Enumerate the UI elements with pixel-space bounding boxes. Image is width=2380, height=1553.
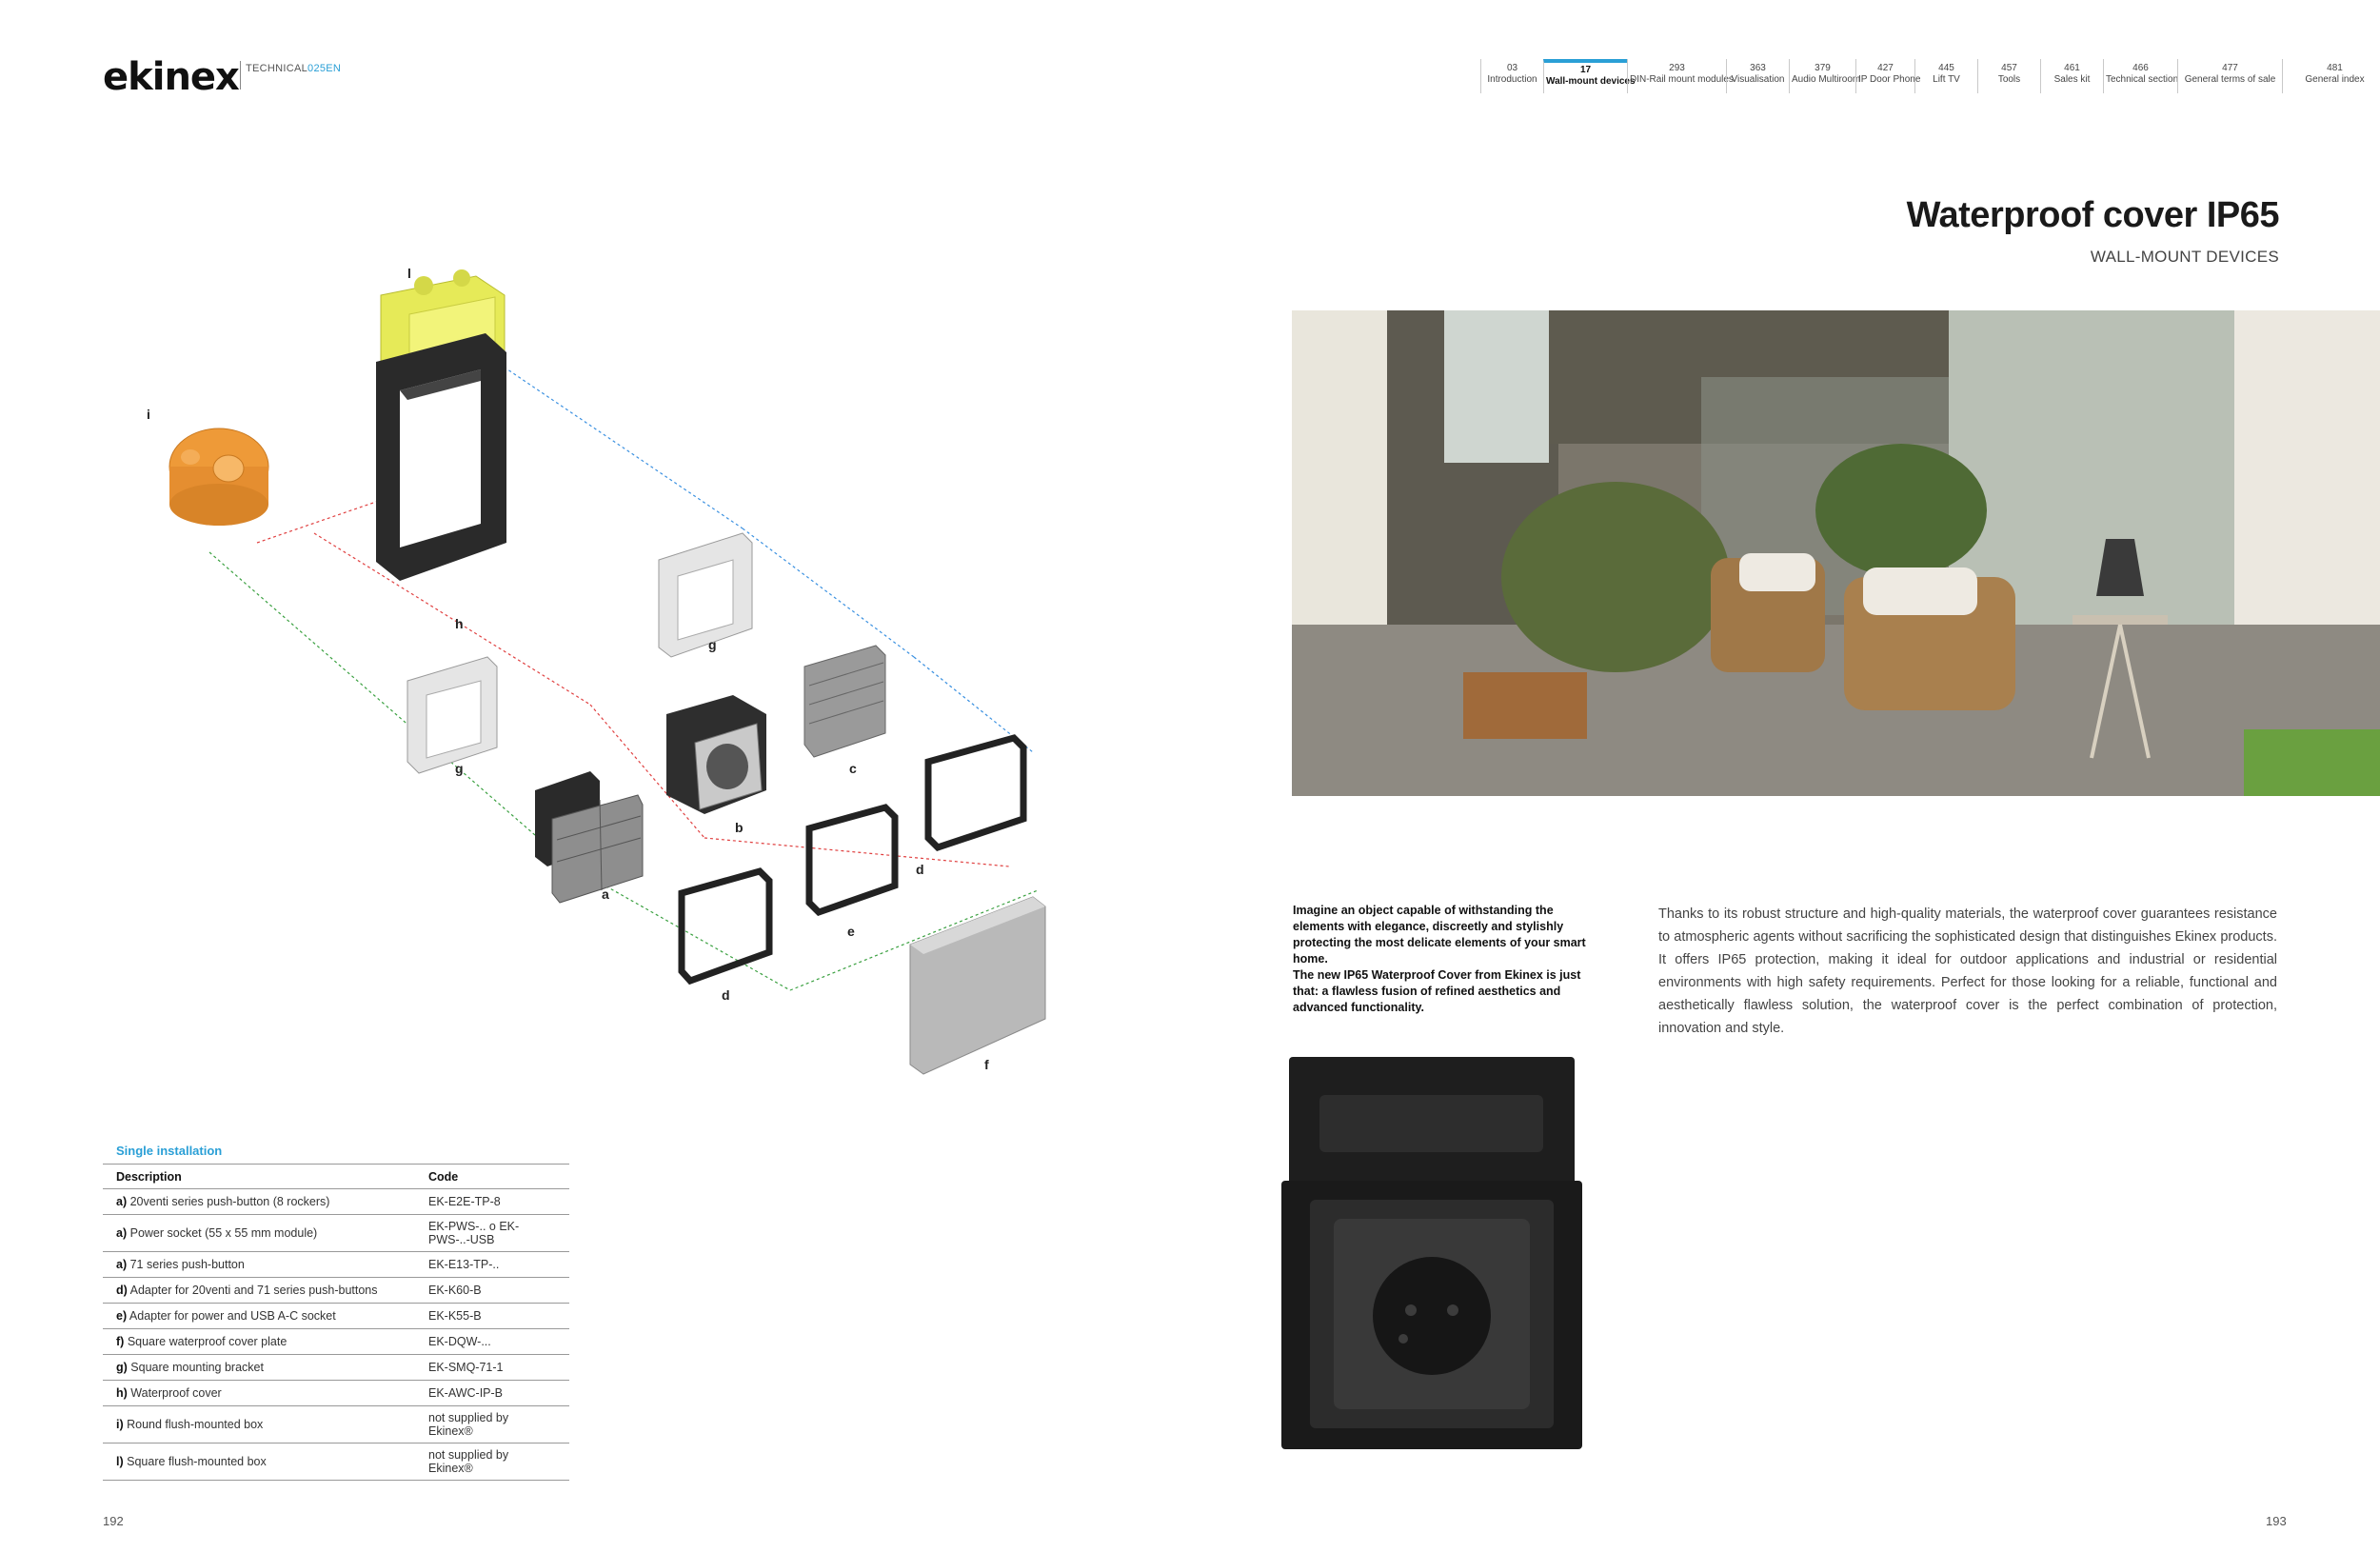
header-description: Description [103, 1165, 415, 1189]
logo-divider [240, 61, 241, 90]
nav-page-number: 03 [1506, 63, 1518, 73]
nav-page-number: 379 [1815, 63, 1831, 73]
row-description [103, 1381, 415, 1406]
body-paragraph: Thanks to its robust structure and high-quality materials, the waterproof cover guarantees resistance to atmospheric agents without sacrificing the sophisticated design that distinguishes Ekinex products. It offers IP65 protection, making it ideal for outdoor applications and industrial or residential environments with high safety requirements. Perfect for those looking for a reliable, functional and aesthetically flawless solution, the waterproof cover is the perfect combination of protection, innovation and style. [1658, 906, 2277, 1036]
label-g-upper: g [708, 637, 717, 652]
row-description [103, 1443, 415, 1481]
nav-page-number: 461 [2064, 63, 2080, 73]
row-description [103, 1406, 415, 1443]
pushbutton-c [804, 646, 885, 757]
nav-item-visualisation[interactable] [1726, 59, 1789, 93]
label-g-lower: g [455, 761, 464, 776]
nav-page-number: 481 [2327, 63, 2343, 73]
waterproof-cover-product-photo [1281, 1057, 1582, 1449]
nav-page-number: 466 [2132, 63, 2149, 73]
table-row [103, 1355, 569, 1381]
row-key: h) [116, 1386, 128, 1400]
row-key: a) [116, 1195, 128, 1208]
label-e: e [847, 924, 855, 939]
nav-item-lift-tv[interactable] [1914, 59, 1977, 93]
nav-label: Lift TV [1933, 74, 1960, 85]
row-description-text: 71 series push-button [129, 1258, 245, 1271]
nav-page-number: 17 [1579, 65, 1592, 75]
nav-page-number: 293 [1669, 63, 1685, 73]
row-description-text: Adapter for power and USB A-C socket [129, 1309, 336, 1323]
nav-label: Audio Multiroom [1792, 74, 1861, 85]
nav-item-ip-door-phone[interactable] [1855, 59, 1921, 93]
nav-page-number: 445 [1938, 63, 1954, 73]
row-code: EK-PWS-.. o EK-PWS-..-USB [415, 1215, 569, 1252]
label-h: h [455, 616, 464, 631]
row-description-text: 20venti series push-button (8 rockers) [129, 1195, 330, 1208]
mounting-bracket-lower [407, 657, 497, 773]
pushbutton-a [535, 771, 643, 903]
row-description [103, 1355, 415, 1381]
row-description [103, 1189, 415, 1215]
label-f: f [984, 1057, 989, 1072]
nav-label: Visualisation [1731, 74, 1785, 85]
row-description-text: Round flush-mounted box [127, 1418, 264, 1431]
label-i: i [147, 407, 150, 422]
nav-page-number: 477 [2222, 63, 2238, 73]
row-key: i) [116, 1418, 124, 1431]
row-description-text: Square waterproof cover plate [127, 1335, 288, 1348]
row-code: EK-SMQ-71-1 [415, 1355, 569, 1381]
nav-label: DIN-Rail mount modules [1630, 74, 1734, 85]
row-code: not supplied by Ekinex® [415, 1406, 569, 1443]
label-b: b [735, 820, 744, 835]
row-description [103, 1215, 415, 1252]
row-code: EK-DQW-... [415, 1329, 569, 1355]
row-code: EK-E2E-TP-8 [415, 1189, 569, 1215]
intro-paragraph [1293, 903, 1588, 1016]
adapter-e [809, 807, 895, 912]
tag-prefix: TECHNICAL [246, 63, 308, 74]
label-d-lower: d [722, 987, 730, 1003]
table-row [103, 1189, 569, 1215]
intro-line-2: The new IP65 Waterproof Cover from Ekinex is just that: a flawless fusion of refined aesthetics and advanced functionality. [1293, 968, 1581, 1014]
nav-page-number: 457 [2001, 63, 2017, 73]
nav-item-general-terms-of-sale[interactable] [2177, 59, 2282, 93]
row-description-text: Adapter for 20venti and 71 series push-buttons [129, 1284, 378, 1297]
page-subtitle: WALL-MOUNT DEVICES [2090, 248, 2279, 266]
row-code: EK-K55-B [415, 1304, 569, 1329]
nav-page-number: 363 [1750, 63, 1766, 73]
nav-item-introduction[interactable] [1480, 59, 1543, 93]
row-code: EK-K60-B [415, 1278, 569, 1304]
intro-line-1: Imagine an object capable of withstanding the elements with elegance, discreetly and stylishly protecting the most delicate elements of your smart home. [1293, 904, 1586, 966]
components-table [103, 1164, 569, 1481]
label-c: c [849, 761, 857, 776]
nav-item-sales-kit[interactable] [2040, 59, 2103, 93]
row-key: a) [116, 1226, 128, 1240]
nav-item-wall-mount-devices[interactable] [1543, 59, 1636, 93]
nav-page-number: 427 [1877, 63, 1894, 73]
tag-code: 025EN [307, 63, 342, 74]
nav-label: Wall-mount devices [1546, 76, 1636, 87]
page-number-left: 192 [103, 1514, 124, 1528]
table-row [103, 1443, 569, 1481]
row-description [103, 1304, 415, 1329]
nav-label: IP Door Phone [1858, 74, 1921, 85]
nav-label: Tools [1997, 74, 2021, 85]
row-key: a) [116, 1258, 128, 1271]
nav-item-audio-multiroom[interactable] [1789, 59, 1861, 93]
table-title: Single installation [116, 1144, 223, 1158]
mounting-bracket-upper [659, 533, 752, 657]
adapter-d-right [928, 738, 1023, 847]
row-code: EK-AWC-IP-B [415, 1381, 569, 1406]
nav-item-technical-section[interactable] [2103, 59, 2177, 93]
row-description-text: Square mounting bracket [130, 1361, 264, 1374]
row-code: not supplied by Ekinex® [415, 1443, 569, 1481]
row-key: e) [116, 1309, 128, 1323]
label-d-right: d [916, 862, 924, 877]
label-a: a [602, 886, 609, 902]
waterproof-cover-frame [376, 333, 506, 581]
row-code: EK-E13-TP-.. [415, 1252, 569, 1278]
table-row [103, 1252, 569, 1278]
page-title: Waterproof cover IP65 [1906, 195, 2279, 235]
nav-label: Introduction [1487, 74, 1537, 85]
table-row [103, 1304, 569, 1329]
row-key: g) [116, 1361, 128, 1374]
nav-label: General index [2305, 74, 2365, 85]
page-number-right: 193 [2266, 1514, 2287, 1528]
ekinex-logo: ekinex [103, 55, 239, 99]
table-row [103, 1215, 569, 1252]
row-description-text: Square flush-mounted box [127, 1455, 267, 1468]
catalogue-tag [246, 63, 341, 74]
label-l: l [407, 266, 411, 281]
nav-label: General terms of sale [2184, 74, 2276, 85]
table-row [103, 1278, 569, 1304]
row-key: f) [116, 1335, 125, 1348]
table-row [103, 1406, 569, 1443]
power-socket [666, 695, 766, 814]
row-key: l) [116, 1455, 124, 1468]
cover-plate [910, 897, 1045, 1074]
nav-item-din-rail-mount-modules[interactable] [1627, 59, 1734, 93]
row-description [103, 1278, 415, 1304]
round-flush-box [169, 428, 268, 526]
outdoor-terrace-photo [1292, 310, 2380, 796]
row-description-text: Waterproof cover [130, 1386, 222, 1400]
header-code: Code [415, 1165, 569, 1189]
adapter-d-lower [682, 871, 769, 981]
table-row [103, 1381, 569, 1406]
row-key: d) [116, 1284, 128, 1297]
nav-item-general-index[interactable] [2282, 59, 2380, 93]
row-description [103, 1329, 415, 1355]
nav-item-tools[interactable] [1977, 59, 2040, 93]
section-nav [1480, 59, 2380, 93]
table-row [103, 1329, 569, 1355]
exploded-assembly-diagram [95, 257, 1095, 1095]
row-description [103, 1252, 415, 1278]
nav-label: Technical section [2106, 74, 2179, 85]
row-description-text: Power socket (55 x 55 mm module) [129, 1226, 318, 1240]
nav-label: Sales kit [2053, 74, 2091, 85]
